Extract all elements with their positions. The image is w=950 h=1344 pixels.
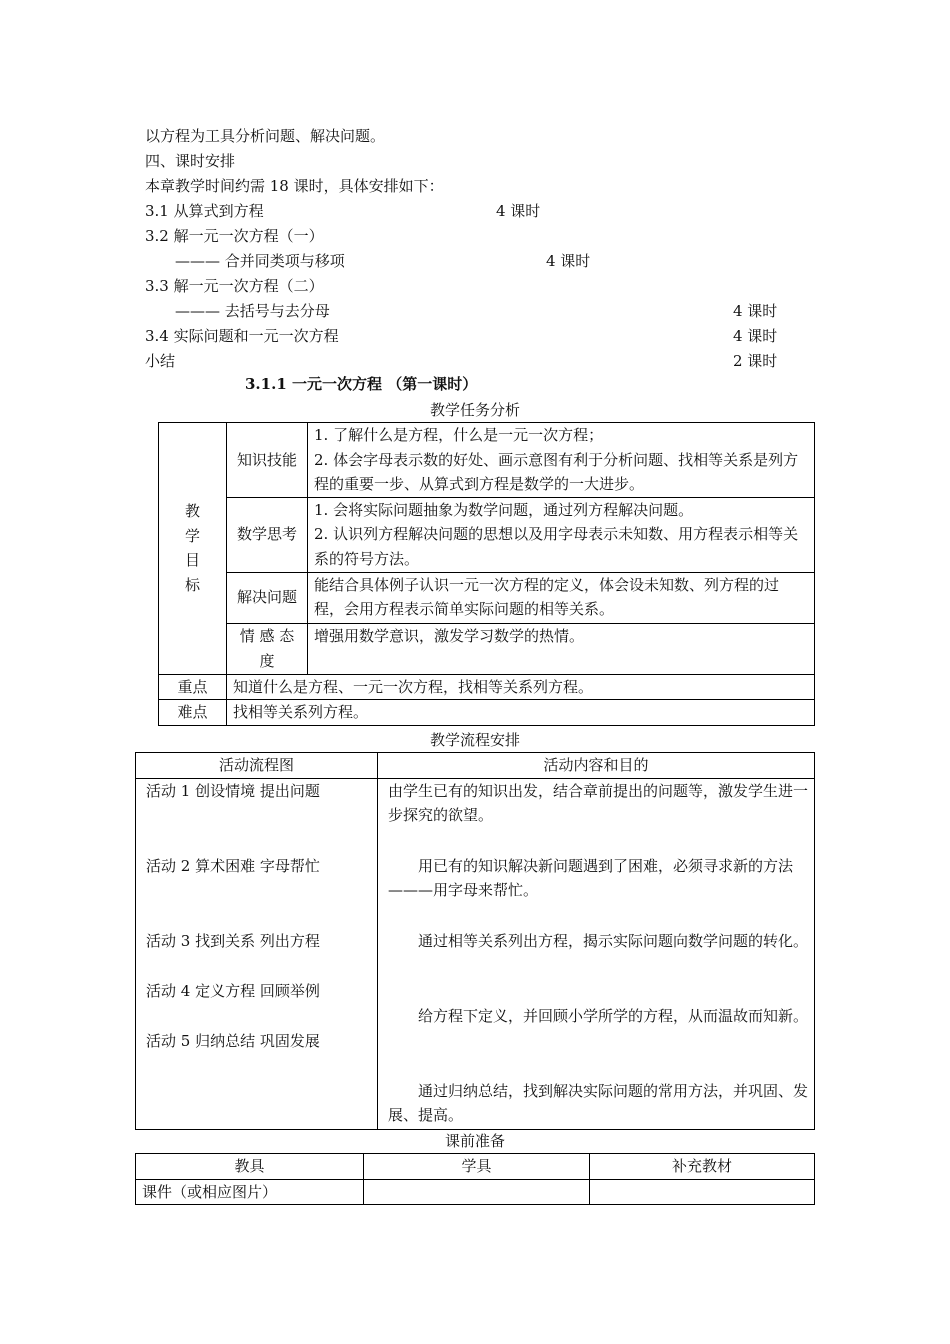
flow-caption: 教学流程安排 xyxy=(429,731,520,749)
schedule-item-hours: 4 课时 xyxy=(496,202,541,220)
schedule-item-hours: 2 课时 xyxy=(733,352,778,370)
activity-item: 活动 5 归纳总结 巩固发展 xyxy=(146,1031,320,1050)
schedule-total: 本章教学时间约需 18 课时，具体安排如下： xyxy=(145,177,444,195)
prep-header: 教具 xyxy=(136,1154,364,1180)
goal-category: 数学思考 xyxy=(227,497,308,572)
purpose-item: 通过相等关系列出方程，揭示实际问题向数学问题的转化。 xyxy=(418,931,809,950)
flow-header: 活动内容和目的 xyxy=(378,753,815,779)
key-point-label: 重点 xyxy=(159,674,227,700)
goal-content xyxy=(308,497,815,572)
goal-label-char: 教 xyxy=(184,502,200,521)
activity-item: 活动 3 找到关系 列出方程 xyxy=(146,931,320,950)
flow-header: 活动流程图 xyxy=(136,753,378,779)
section-heading: 四、课时安排 xyxy=(145,152,236,170)
goal-category: 情 感 态 度 xyxy=(227,623,308,674)
goal-content xyxy=(308,623,815,674)
schedule-item-name: 3.2 解一元一次方程（一） xyxy=(145,227,324,245)
goal-item: 增强用数学意识，激发学习数学的热情。 xyxy=(314,626,585,645)
prep-supplement xyxy=(590,1179,815,1205)
schedule-item-name: 3.4 实际问题和一元一次方程 xyxy=(145,327,339,345)
purpose-list xyxy=(378,778,815,1129)
goal-content xyxy=(308,423,815,498)
goal-category: 解决问题 xyxy=(227,572,308,623)
goal-label-char: 标 xyxy=(184,575,200,594)
lesson-title: 3.1.1 一元一次方程 （第一课时） xyxy=(245,375,478,393)
task-analysis-table xyxy=(158,422,815,726)
schedule-item-sub: ——— 去括号与去分母 xyxy=(175,302,330,320)
prep-table xyxy=(135,1153,815,1205)
flow-table xyxy=(135,752,815,1130)
purpose-item: 用已有的知识解决新问题遇到了困难，必须寻求新的方法———用字母来帮忙。 xyxy=(388,856,794,899)
schedule-item-name: 小结 xyxy=(145,352,176,370)
activity-item: 活动 1 创设情境 提出问题 xyxy=(146,781,320,800)
purpose-item: 通过归纳总结，找到解决实际问题的常用方法，并巩固、发展、提高。 xyxy=(388,1081,809,1124)
goal-category: 知识技能 xyxy=(227,423,308,498)
schedule-item-sub: ——— 合并同类项与移项 xyxy=(175,252,345,270)
prep-header: 补充教材 xyxy=(590,1154,815,1180)
activity-item: 活动 2 算术困难 字母帮忙 xyxy=(146,856,320,875)
goal-item: 1. 会将实际问题抽象为数学问题，通过列方程解决问题。 xyxy=(314,500,694,519)
goal-content xyxy=(308,572,815,623)
goal-item: 能结合具体例子认识一元一次方程的定义，体会设未知数、列方程的过程，会用方程表示简单实际问题的相等关系。 xyxy=(314,575,780,618)
prep-teaching-aid: 课件（或相应图片） xyxy=(136,1179,364,1205)
schedule-item-name: 3.1 从算式到方程 xyxy=(145,202,264,220)
goal-item: 2. 体会字母表示数的好处、画示意图有利于分析问题、找相等关系是列方程的重要一步、从算式到方程是数学的一大进步。 xyxy=(314,450,799,493)
goal-label-cell xyxy=(159,423,227,675)
schedule-item-hours: 4 课时 xyxy=(733,302,778,320)
purpose-item: 给方程下定义，并回顾小学所学的方程，从而温故而知新。 xyxy=(418,1006,809,1025)
task-analysis-caption: 教学任务分析 xyxy=(429,401,520,419)
activity-list xyxy=(136,778,378,1129)
schedule-item-hours: 4 课时 xyxy=(733,327,778,345)
prep-caption: 课前准备 xyxy=(444,1132,505,1150)
activity-item: 活动 4 定义方程 回顾举例 xyxy=(146,981,320,1000)
difficulty-label: 难点 xyxy=(159,700,227,726)
goal-item: 1. 了解什么是方程，什么是一元一次方程； xyxy=(314,426,604,444)
schedule-item-name: 3.3 解一元一次方程（二） xyxy=(145,277,324,295)
goal-label-char: 目 xyxy=(184,551,200,570)
goal-label-char: 学 xyxy=(184,526,200,545)
difficulty-content: 找相等关系列方程。 xyxy=(227,700,815,726)
intro-line: 以方程为工具分析问题、解决问题。 xyxy=(145,127,386,145)
key-point-content: 知道什么是方程、一元一次方程，找相等关系列方程。 xyxy=(227,674,815,700)
schedule-item-hours: 4 课时 xyxy=(546,252,591,270)
prep-header: 学具 xyxy=(364,1154,590,1180)
prep-learning-aid xyxy=(364,1179,590,1205)
goal-item: 2. 认识列方程解决问题的思想以及用字母表示未知数、用方程表示相等关系的符号方法。 xyxy=(314,525,799,568)
purpose-item: 由学生已有的知识出发，结合章前提出的问题等，激发学生进一步探究的欲望。 xyxy=(388,781,809,824)
